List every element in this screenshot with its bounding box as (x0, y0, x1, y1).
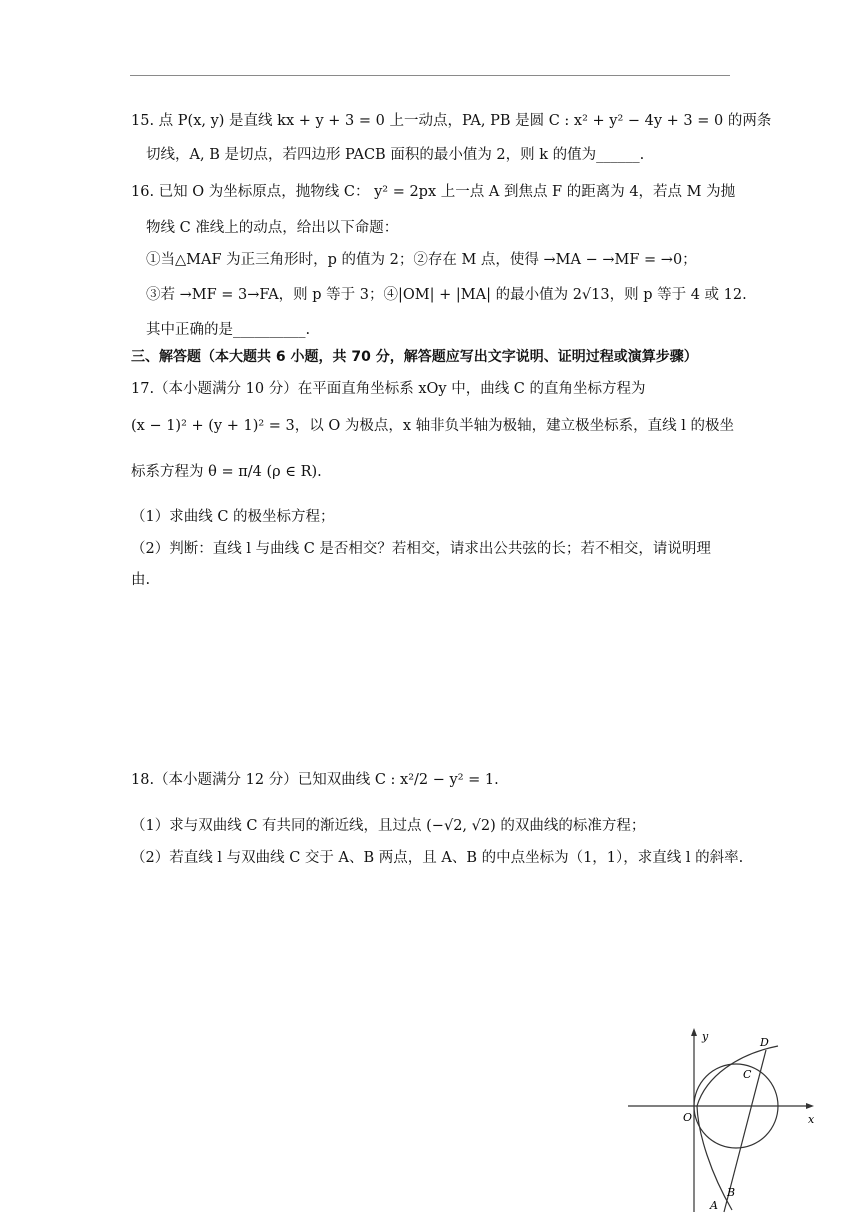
label-A: A (710, 1199, 718, 1212)
q16-line-5: 其中正确的是__________. (146, 322, 311, 338)
x-axis-arrow-icon (806, 1103, 814, 1109)
q15-line-2: 切线，A, B 是切点，若四边形 PACB 面积的最小值为 2，则 k 的值为______. (146, 147, 645, 163)
q17-line-2: (x − 1)² + (y + 1)² = 3，以 O 为极点，x 轴非负半轴为极轴，建立极坐标系，直线 l 的极坐 (131, 418, 735, 434)
header-rule (130, 75, 730, 76)
q17-line-3: 标系方程为 θ = π/4 (ρ ∈ R). (131, 464, 322, 480)
parabola-curve (697, 1046, 778, 1210)
label-C: C (743, 1068, 752, 1081)
q18-part-2: （2）若直线 l 与双曲线 C 交于 A、B 两点，且 A、B 的中点坐标为（1，1），求直线 l 的斜率. (131, 850, 744, 866)
q17-part-2-line-2: 由. (131, 572, 151, 588)
section-heading: 三、解答题（本大题共 6 小题，共 70 分，解答题应写出文字说明、证明过程或演算步骤） (131, 349, 698, 365)
q16-line-3: ①当△MAF 为正三角形时，p 的值为 2；②存在 M 点，使得 →MA − →MF = →0； (146, 252, 697, 268)
geometry-figure (626, 1024, 826, 1214)
y-axis-arrow-icon (691, 1028, 697, 1036)
label-origin: O (683, 1111, 693, 1124)
q15-line-1: 15. 点 P(x, y) 是直线 kx + y + 3 = 0 上一动点，PA, PB 是圆 C : x² + y² − 4y + 3 = 0 的两条 (131, 113, 772, 129)
label-y: y (702, 1030, 709, 1043)
q16-line-2: 物线 C 准线上的动点，给出以下命题： (146, 220, 399, 236)
q16-line-1: 16. 已知 O 为坐标原点，抛物线 C： y² = 2px 上一点 A 到焦点 F 的距离为 4，若点 M 为抛 (131, 184, 736, 200)
q18-part-1: （1）求与双曲线 C 有共同的渐近线，且过点 (−√2, √2) 的双曲线的标准方程； (131, 818, 646, 834)
label-D: D (760, 1036, 769, 1049)
q17-part-2-line-1: （2）判断：直线 l 与曲线 C 是否相交？若相交，请求出公共弦的长；若不相交，请说明理 (131, 541, 711, 557)
label-B: B (727, 1186, 736, 1199)
label-x: x (808, 1113, 815, 1126)
q16-line-4: ③若 →MF = 3→FA，则 p 等于 3；④|OM| + |MA| 的最小值为 2√13，则 p 等于 4 或 12. (146, 287, 747, 303)
q17-line-1: 17.（本小题满分 10 分）在平面直角坐标系 xOy 中，曲线 C 的直角坐标方程为 (131, 381, 646, 397)
q17-part-1: （1）求曲线 C 的极坐标方程； (131, 509, 335, 525)
q18-line-1: 18.（本小题满分 12 分）已知双曲线 C : x²/2 − y² = 1. (131, 772, 499, 788)
